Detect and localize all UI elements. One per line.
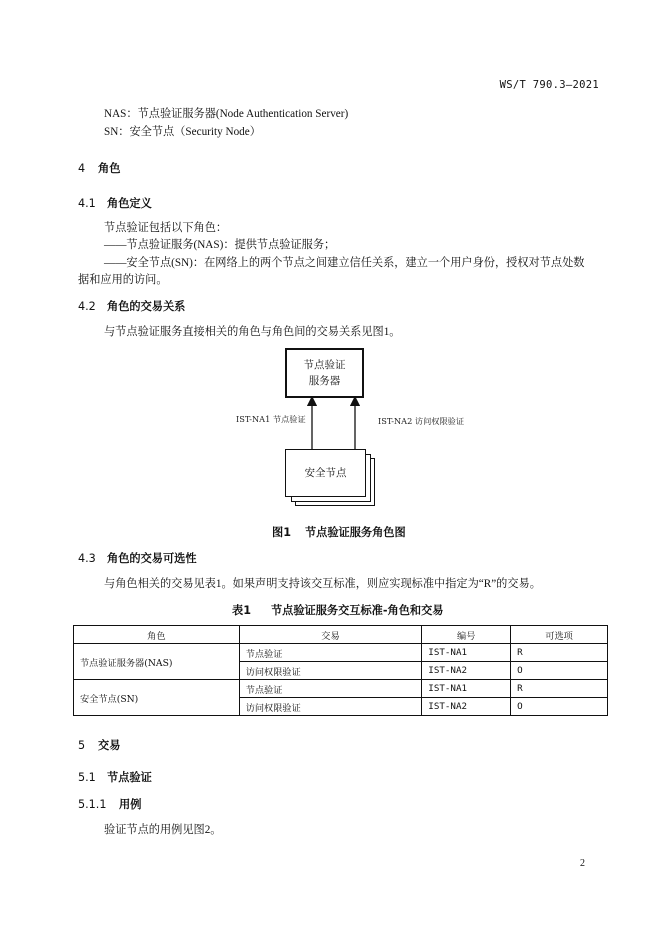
document-code: WS/T 790.3—2021 [499, 79, 599, 91]
nas-box-line-2: 服务器 [308, 375, 341, 387]
table-header-row [74, 626, 608, 644]
section-4-title: 角色 [98, 162, 121, 175]
table-1-caption-num: 表1 [232, 604, 251, 617]
section-5-1-1-text: 验证节点的用例见图2。 [104, 824, 222, 836]
section-4-2-heading [78, 298, 185, 314]
code-cell: IST-NA2 [422, 698, 511, 716]
section-4-3-title: 角色的交易可选性 [107, 552, 197, 565]
section-4-3-heading [78, 550, 197, 566]
abbrev-sn: SN：安全节点（Security Node） [104, 126, 261, 138]
section-4-3-number: 4.3 [78, 552, 96, 565]
left-arrow-label: IST-NA1 节点验证 [236, 414, 306, 424]
section-5-1-1-title: 用例 [119, 798, 142, 811]
right-arrow-label: IST-NA2 访问权限验证 [378, 416, 465, 426]
role-intro: 节点验证包括以下角色： [104, 222, 228, 234]
role-cell: 安全节点(SN) [74, 680, 240, 716]
figure-1-caption-text: 节点验证服务角色图 [304, 526, 406, 539]
section-4-2-title: 角色的交易关系 [107, 300, 186, 313]
role-nas: ——节点验证服务(NAS)：提供节点验证服务； [104, 239, 336, 251]
transaction-cell: 节点验证 [239, 644, 422, 662]
section-4-1-title: 角色定义 [107, 197, 152, 210]
table-row [74, 644, 608, 662]
section-4-1-heading [78, 195, 152, 211]
header-option: 可选项 [511, 626, 608, 644]
table-row [74, 680, 608, 698]
arrows [300, 394, 370, 452]
section-4-number: 4 [78, 162, 86, 175]
sn-box [285, 449, 366, 497]
role-sn-continued: 据和应用的访问。 [78, 274, 168, 286]
section-5-1-title: 节点验证 [107, 771, 152, 784]
option-cell: O [511, 698, 608, 716]
section-4-2-text: 与节点验证服务直接相关的角色与角色间的交易关系见图1。 [104, 326, 401, 338]
section-5-1-number: 5.1 [78, 771, 96, 784]
table-1-caption-text: 节点验证服务交互标准-角色和交易 [270, 604, 444, 617]
header-code: 编号 [422, 626, 511, 644]
transaction-cell: 访问权限验证 [239, 698, 422, 716]
section-4-heading [78, 160, 120, 176]
table-1 [73, 625, 608, 716]
nas-box-line-1: 节点验证 [303, 359, 346, 371]
section-5-1-heading [78, 769, 152, 785]
sn-box-label: 安全节点 [304, 467, 347, 479]
code-cell: IST-NA1 [422, 680, 511, 698]
figure-1-caption [272, 524, 406, 540]
section-5-title: 交易 [98, 739, 121, 752]
option-cell: O [511, 662, 608, 680]
code-cell: IST-NA2 [422, 662, 511, 680]
figure-1-caption-num: 图1 [272, 526, 291, 539]
abbrev-nas: NAS：节点验证服务器(Node Authentication Server) [104, 108, 349, 120]
section-4-2-number: 4.2 [78, 300, 96, 313]
role-sn: ——安全节点(SN)：在网络上的两个节点之间建立信任关系，建立一个用户身份，授权对节点处数 [104, 257, 585, 269]
role-cell: 节点验证服务器(NAS) [74, 644, 240, 680]
transaction-cell: 访问权限验证 [239, 662, 422, 680]
nas-box [285, 348, 364, 398]
option-cell: R [511, 644, 608, 662]
section-5-number: 5 [78, 739, 86, 752]
option-cell: R [511, 680, 608, 698]
transaction-cell: 节点验证 [239, 680, 422, 698]
section-5-heading [78, 737, 120, 753]
section-5-1-1-number: 5.1.1 [78, 798, 107, 811]
table-1-caption [232, 602, 443, 618]
section-5-1-1-heading [78, 796, 141, 812]
header-role: 角色 [74, 626, 240, 644]
header-transaction: 交易 [239, 626, 422, 644]
section-4-3-text: 与角色相关的交易见表1。如果声明支持该交互标准，则应实现标准中指定为“R”的交易。 [104, 578, 541, 590]
section-4-1-number: 4.1 [78, 197, 96, 210]
code-cell: IST-NA1 [422, 644, 511, 662]
page-number: 2 [580, 858, 585, 869]
